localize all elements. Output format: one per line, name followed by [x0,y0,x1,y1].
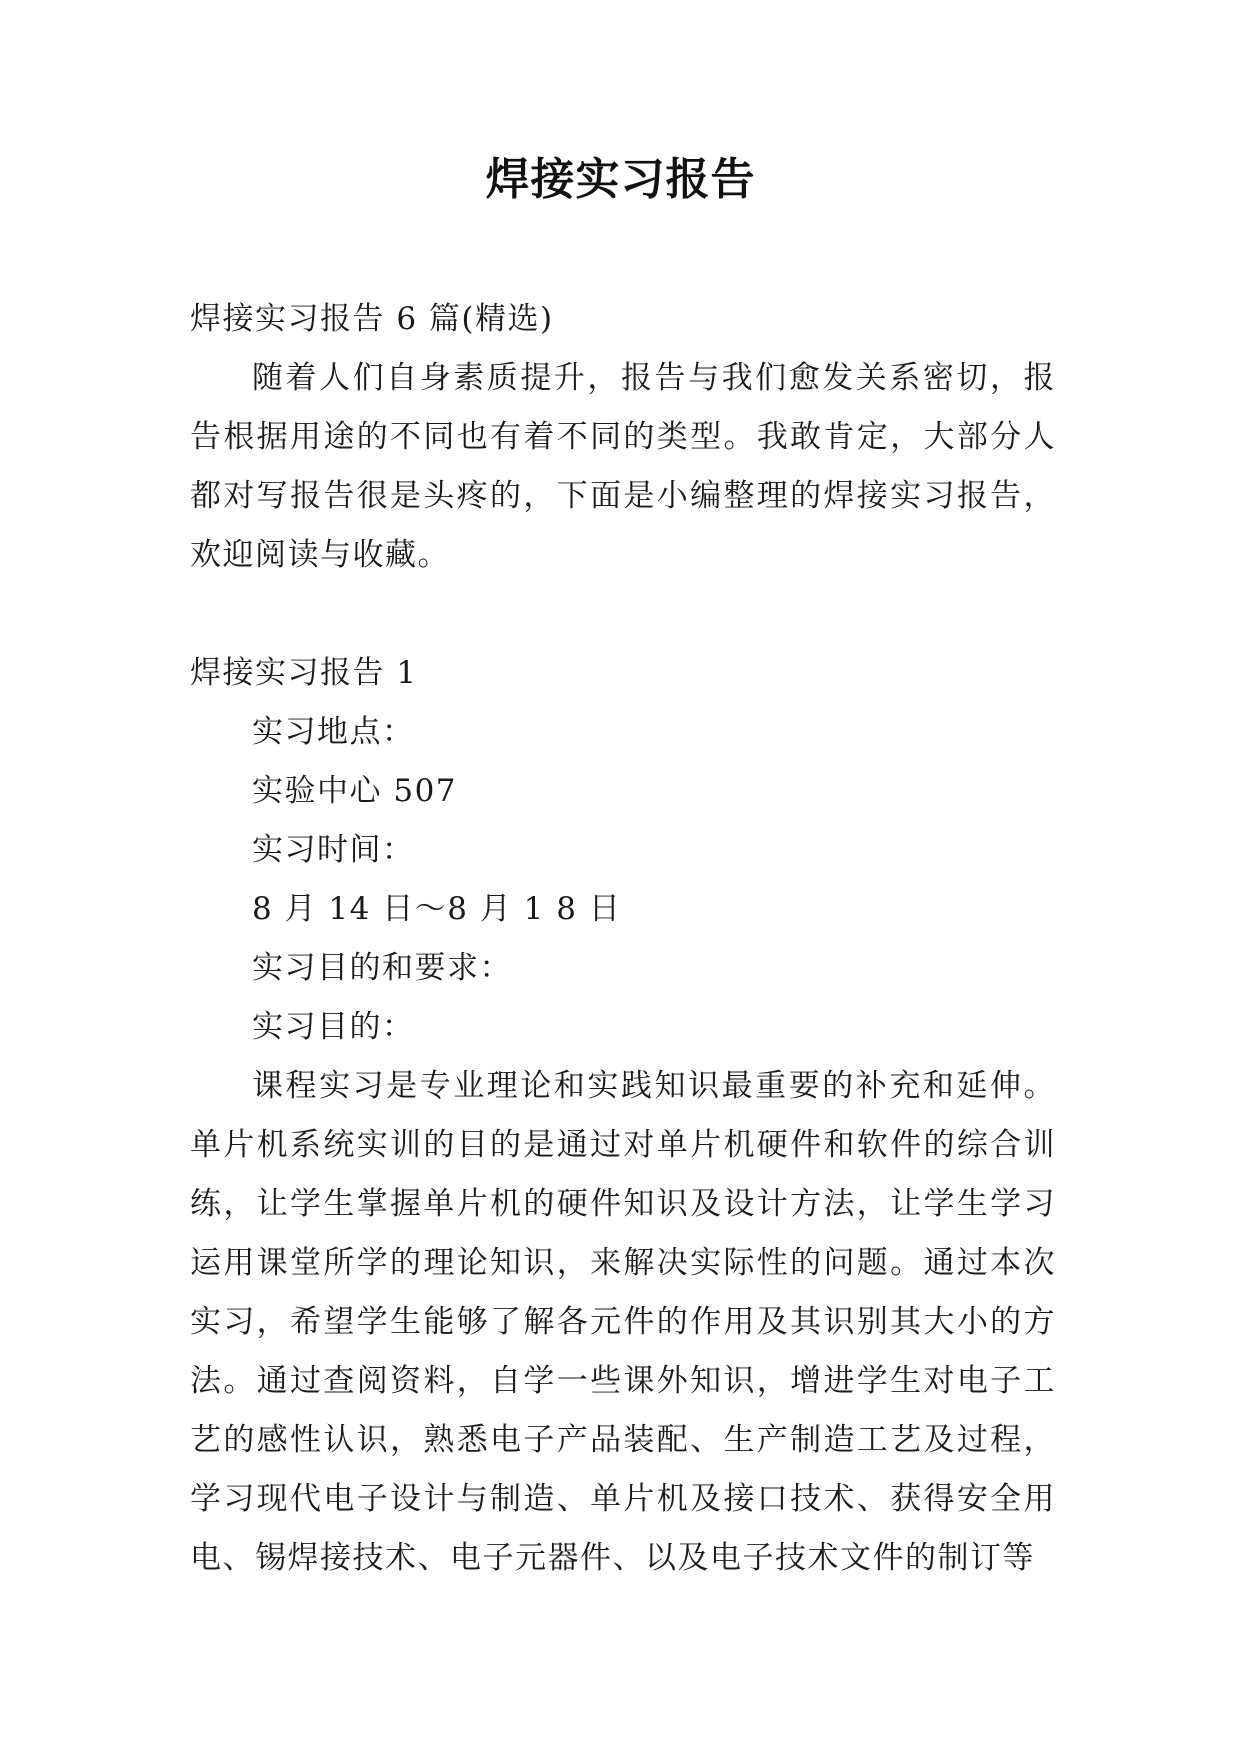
section-heading: 焊接实习报告 1 [190,655,418,691]
place-label: 实习地点： [252,714,415,750]
intro-paragraph: 随着人们自身素质提升，报告与我们愈发关系密切，报告根据用途的不同也有着不同的类型。我敢肯定，大部分人都对写报告很是头疼的，下面是小编整理的焊接实习报告，欢迎阅读与收藏。 [190,360,1056,573]
time-value: 8 月 14 日～8 月 1 8 日 [252,891,622,927]
goal-requirement-label: 实习目的和要求： [252,950,512,986]
paragraph-gap [190,585,1056,644]
goal-paragraph: 课程实习是专业理论和实践知识最重要的补充和延伸。单片机系统实训的目的是通过对单片机硬件和软件的综合训练，让学生掌握单片机的硬件知识及设计方法，让学生学习运用课堂所学的理论知识，来解决实际性的问题。通过本次实习，希望学生能够了解各元件的作用及其识别其大小的方法。通过查阅资料，自学一些课外知识，增进学生对电子工艺的感性认识，熟悉电子产品装配、生产制造工艺及过程，学习现代电子设计与制造、单片机及接口技术、获得安全用电、锡焊接技术、电子元器件、以及电子技术文件的制订等 [190,1068,1056,1576]
document-subtitle: 焊接实习报告 6 篇(精选) [190,301,554,337]
document-body [190,290,1056,1588]
document-title: 焊接实习报告 [485,154,756,205]
goal-label: 实习目的： [252,1009,415,1045]
time-label: 实习时间： [252,832,415,868]
place-value: 实验中心 507 [252,773,458,809]
